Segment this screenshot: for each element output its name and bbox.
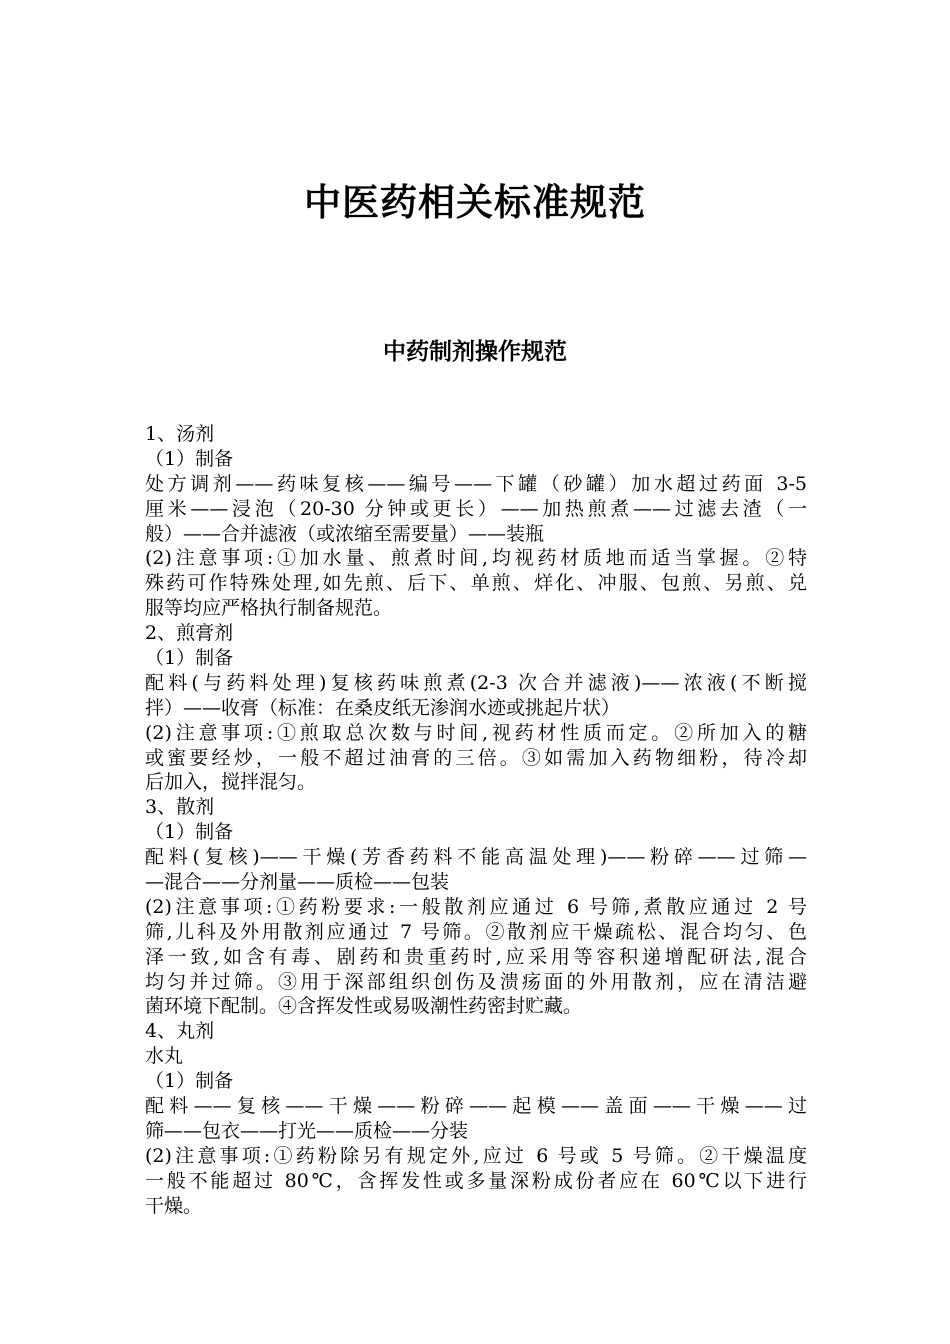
body-line: （1）制备 (145, 821, 234, 844)
document-title: 中医药相关标准规范 (304, 181, 646, 224)
body-line: 筛——包衣——打光——质检——分装 (145, 1119, 469, 1142)
body-line: 配料(与药料处理)复核药味煎煮(2-3 次合并滤液)——浓液(不断搅 (145, 671, 807, 694)
body-line: 配料(复核)——干燥(芳香药料不能高温处理)——粉碎——过筛— (145, 846, 807, 869)
body-line: 3、散剂 (145, 796, 215, 819)
body-line: 筛,儿科及外用散剂应通过 7 号筛。②散剂应干燥疏松、混合均匀、色 (145, 920, 807, 943)
body-line: (2)注意事项:①药粉要求:一般散剂应通过 6 号筛,煮散应通过 2 号 (145, 895, 807, 918)
body-line: (2)注意事项:①加水量、煎煮时间,均视药材质地而适当掌握。②特 (145, 547, 807, 570)
body-line: 1、汤剂 (145, 423, 215, 445)
body-line: 菌环境下配制。④含挥发性或易吸潮性药密封贮藏。 (145, 995, 583, 1018)
body-line: 殊药可作特殊处理,如先煎、后下、单煎、烊化、冲服、包煎、另煎、兑 (145, 572, 807, 595)
body-line: (2)注意事项:①煎取总次数与时间,视药材性质而定。②所加入的糖 (145, 721, 807, 744)
body-line: 泽一致,如含有毒、剧药和贵重药时,应采用等容积递增配研法,混合 (145, 945, 807, 968)
body-line: 厘米——浸泡（20-30 分钟或更长）——加热煎煮——过滤去渣（一 (145, 497, 807, 520)
section-title: 中药制剂操作规范 (383, 339, 567, 365)
body-line: 处方调剂——药味复核——编号——下罐（砂罐）加水超过药面 3-5 (145, 472, 807, 495)
body-line: 般）——合并滤液（或浓缩至需要量）——装瓶 (145, 522, 545, 545)
body-line: （1）制备 (145, 647, 234, 670)
body-line: 服等均应严格执行制备规范。 (145, 597, 393, 620)
body-line: 均匀并过筛。③用于深部组织创伤及溃疡面的外用散剂，应在清洁避 (145, 970, 807, 993)
body-line: 水丸 (145, 1045, 184, 1068)
body-line: —混合——分剂量——质检——包装 (145, 871, 450, 894)
body-line: 干燥。 (145, 1194, 203, 1217)
body-line: 2、煎膏剂 (145, 622, 234, 645)
body-line: (2)注意事项:①药粉除另有规定外,应过 6 号或 5 号筛。②干燥温度 (145, 1144, 807, 1167)
body-line: 配料——复核——干燥——粉碎——起模——盖面——干燥——过 (145, 1095, 807, 1118)
body-line: 或蜜要经炒，一般不超过油膏的三倍。③如需加入药物细粉，待冷却 (145, 746, 807, 769)
body-line: 后加入，搅拌混匀。 (145, 771, 317, 794)
body-line: 拌）——收膏（标准：在桑皮纸无渗润水迹或挑起片状） (145, 696, 621, 719)
body-line: （1）制备 (145, 447, 234, 470)
body-line: （1）制备 (145, 1070, 234, 1093)
document-body (145, 422, 807, 1219)
body-line: 4、丸剂 (145, 1020, 215, 1043)
body-line: 一般不能超过 80℃，含挥发性或多量深粉成份者应在 60℃以下进行 (145, 1169, 807, 1192)
